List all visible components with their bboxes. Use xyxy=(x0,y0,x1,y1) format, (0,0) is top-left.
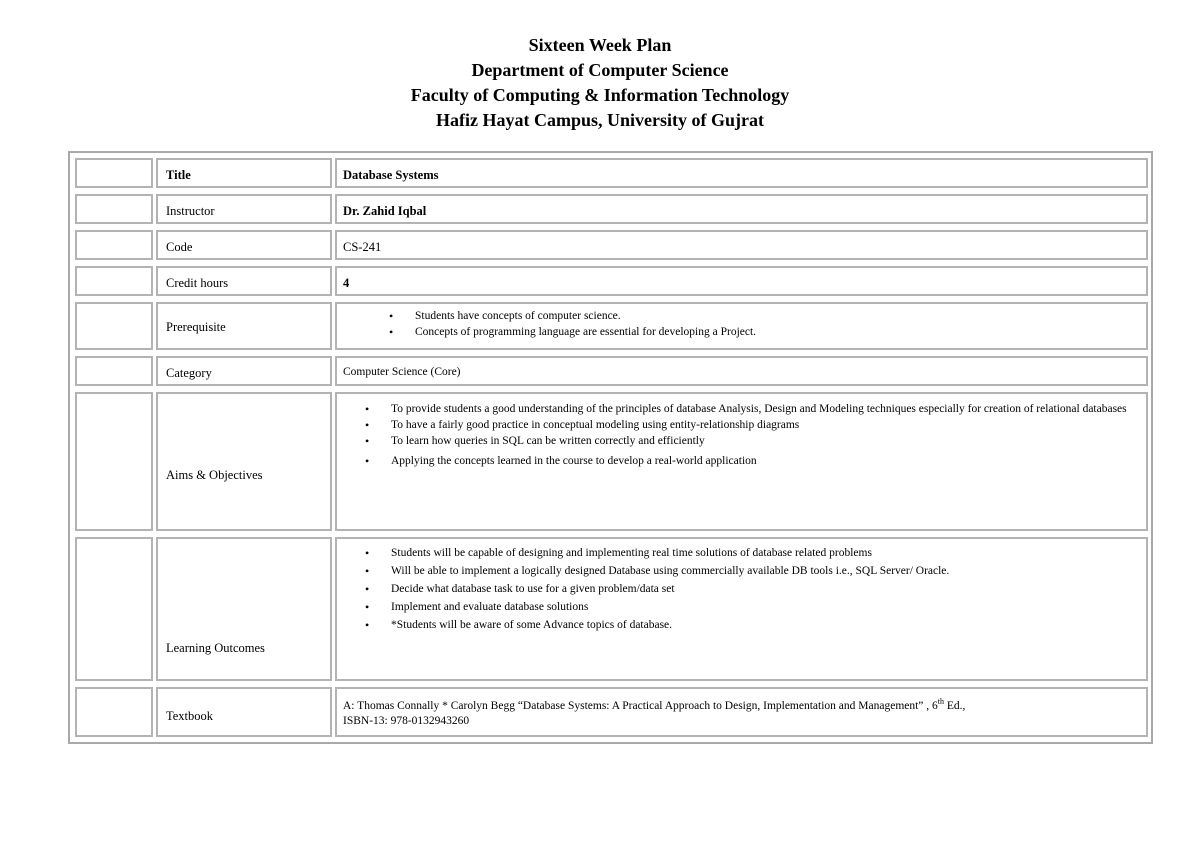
table-row-code xyxy=(72,227,1149,263)
label-cell xyxy=(156,537,332,681)
label-cell xyxy=(156,392,332,531)
bullet-icon: • xyxy=(365,618,370,632)
bullet-icon: • xyxy=(389,325,394,339)
instructor-value: Dr. Zahid Iqbal xyxy=(343,204,427,218)
value-cell xyxy=(335,230,1148,260)
plan-title: Sixteen Week Plan xyxy=(528,35,672,55)
row-label: Credit hours xyxy=(166,276,229,290)
list-item: • Concepts of programming language are essential for developing a Project. xyxy=(389,325,757,339)
row-index-cell xyxy=(75,194,153,224)
list-item: • Students have concepts of computer science. xyxy=(389,309,621,323)
value-cell xyxy=(335,356,1148,386)
table-row-aims xyxy=(72,389,1149,534)
credit-hours-value: 4 xyxy=(343,276,350,290)
bullet-icon: • xyxy=(365,600,370,614)
bullet-icon: • xyxy=(365,582,370,596)
course-info-table xyxy=(68,151,1153,744)
row-label: Textbook xyxy=(166,709,214,723)
document-header xyxy=(0,33,1200,133)
table-row-textbook xyxy=(72,684,1149,740)
bullet-icon: • xyxy=(365,434,370,448)
row-index-cell xyxy=(75,266,153,296)
label-cell xyxy=(156,194,332,224)
value-cell xyxy=(335,266,1148,296)
value-cell xyxy=(335,194,1148,224)
bullet-icon: • xyxy=(365,546,370,560)
table-row-category xyxy=(72,353,1149,389)
row-label: Instructor xyxy=(166,204,215,218)
bullet-icon: • xyxy=(365,418,370,432)
row-label: Title xyxy=(166,168,191,182)
label-cell xyxy=(156,687,332,737)
campus-name: Hafiz Hayat Campus, University of Gujrat xyxy=(436,110,764,130)
bullet-icon: • xyxy=(365,564,370,578)
prerequisite-list xyxy=(389,308,756,340)
row-label: Prerequisite xyxy=(166,320,226,334)
label-cell xyxy=(156,158,332,188)
row-label: Category xyxy=(166,366,212,380)
label-cell xyxy=(156,302,332,350)
row-index-cell xyxy=(75,687,153,737)
row-index-cell xyxy=(75,356,153,386)
list-item: • *Students will be aware of some Advance topics of database. xyxy=(365,618,673,632)
outcomes-list xyxy=(365,545,1135,633)
list-item: • Will be able to implement a logically designed Database using commercially available DB tools i.e., SQL Server/ Oracle. xyxy=(365,564,950,578)
row-label: Learning Outcomes xyxy=(166,641,265,655)
bullet-icon: • xyxy=(389,309,394,323)
table-row-learning-outcomes xyxy=(72,534,1149,684)
row-index-cell xyxy=(75,230,153,260)
row-index-cell xyxy=(75,392,153,531)
faculty-name: Faculty of Computing & Information Technology xyxy=(410,85,790,105)
list-item: • To have a fairly good practice in conceptual modeling using entity-relationship diagrams xyxy=(365,418,800,432)
row-index-cell xyxy=(75,158,153,188)
aims-list xyxy=(365,401,1135,469)
label-cell xyxy=(156,356,332,386)
list-item: • Implement and evaluate database solutions xyxy=(365,600,589,614)
course-title-value: Database Systems xyxy=(343,168,439,182)
bullet-icon: • xyxy=(365,454,370,468)
list-item: • Applying the concepts learned in the course to develop a real-world application xyxy=(365,454,757,468)
value-cell xyxy=(335,687,1148,737)
row-index-cell xyxy=(75,302,153,350)
label-cell xyxy=(156,230,332,260)
category-value: Computer Science (Core) xyxy=(343,366,461,378)
textbook-value: A: Thomas Connally * Carolyn Begg “Database Systems: A Practical Approach to Design, Implementation and Management” , 6th Ed., ISBN-13: 978-0132943260 xyxy=(343,697,966,727)
row-label: Code xyxy=(166,240,193,254)
value-cell xyxy=(335,158,1148,188)
label-cell xyxy=(156,266,332,296)
course-code-value: CS-241 xyxy=(343,240,382,254)
department-name: Department of Computer Science xyxy=(471,60,729,80)
row-index-cell xyxy=(75,537,153,681)
table-row-prerequisite xyxy=(72,299,1149,353)
list-item: • Students will be capable of designing and implementing real time solutions of database related problems xyxy=(365,546,872,560)
row-label: Aims & Objectives xyxy=(166,468,263,482)
table-row-title xyxy=(72,155,1149,191)
table-row-instructor xyxy=(72,191,1149,227)
list-item: • To learn how queries in SQL can be written correctly and efficiently xyxy=(365,434,705,448)
value-cell xyxy=(335,302,1148,350)
bullet-icon: • xyxy=(365,402,370,416)
list-item: • Decide what database task to use for a given problem/data set xyxy=(365,582,675,596)
table-row-credit-hours xyxy=(72,263,1149,299)
list-item: • To provide students a good understanding of the principles of database Analysis, Design and Modeling techniques especially for creation of relational databases xyxy=(365,402,1127,416)
value-cell xyxy=(335,392,1148,531)
value-cell xyxy=(335,537,1148,681)
